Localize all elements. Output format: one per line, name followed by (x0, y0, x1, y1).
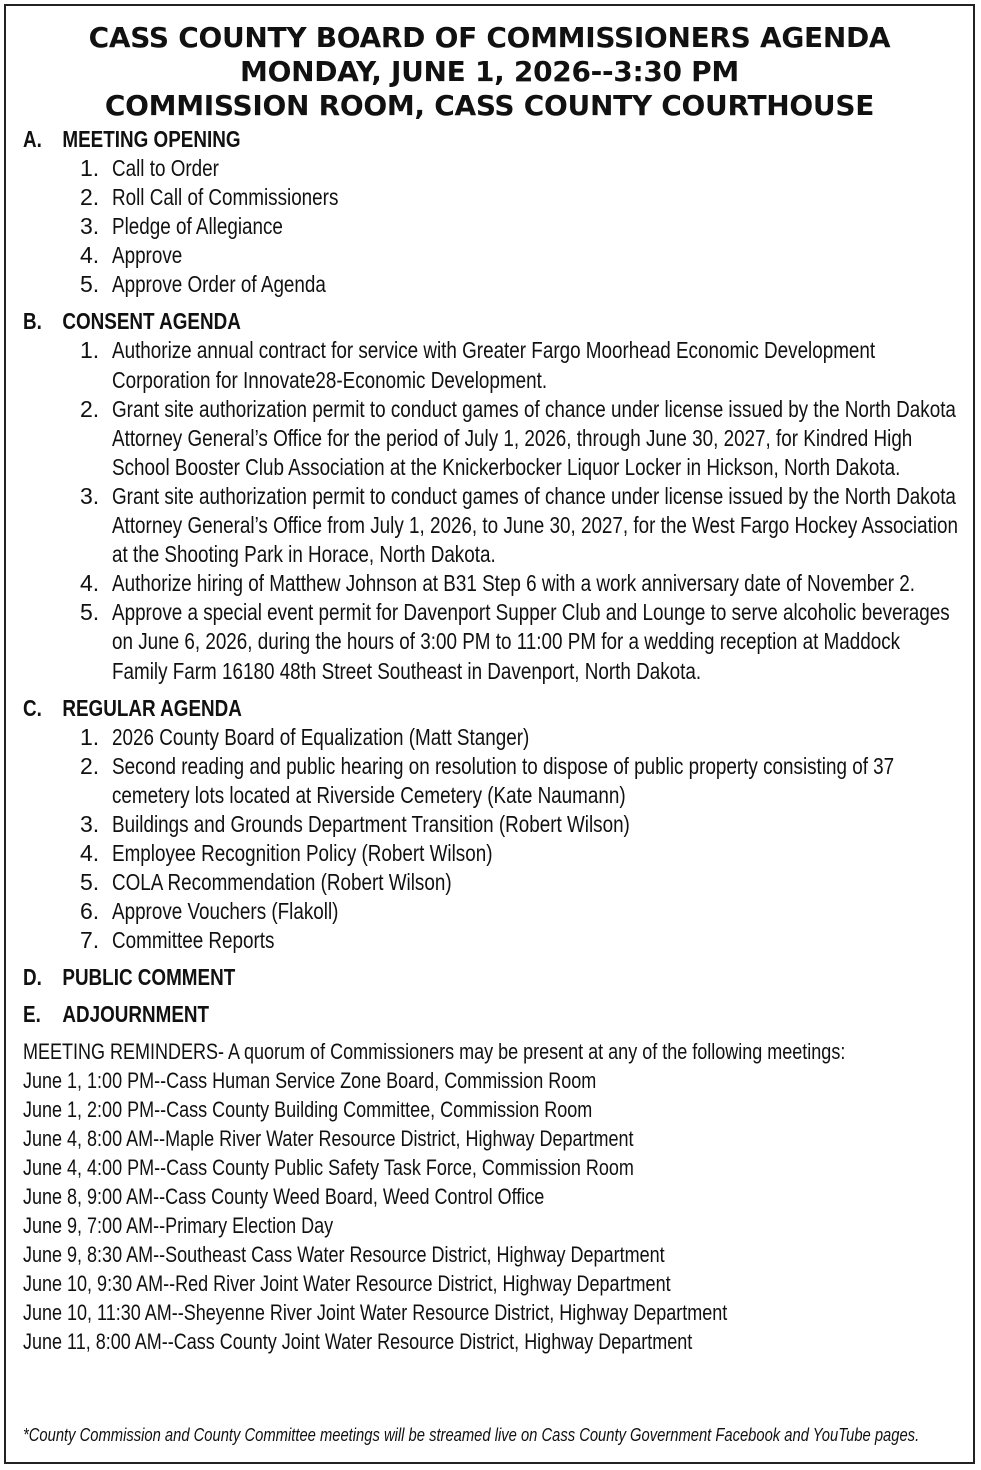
section-letter: A. (23, 126, 42, 152)
item-text: COLA Recommendation (Robert Wilson) (112, 869, 452, 896)
item-number: 1. (80, 723, 100, 750)
agenda-item (23, 868, 973, 897)
section-heading (23, 963, 802, 992)
section-heading (23, 307, 802, 336)
section-title: CONSENT AGENDA (62, 308, 241, 335)
agenda-item (23, 395, 973, 482)
item-text: Roll Call of Commissioners (112, 184, 339, 211)
section-heading (23, 694, 802, 723)
item-number: 5. (80, 271, 100, 298)
reminder-line: June 1, 1:00 PM--Cass Human Service Zone Board, Commission Room (23, 1068, 597, 1094)
item-text: Authorize hiring of Matthew Johnson at B31 Step 6 with a work anniversary date of November 2. (112, 570, 916, 597)
item-number: 7. (80, 927, 100, 954)
agenda-header (6, 21, 973, 123)
item-text: Approve Order of Agenda (112, 271, 326, 298)
item-text: Buildings and Grounds Department Transition (Robert Wilson) (112, 810, 630, 837)
item-text: 2026 County Board of Equalization (Matt Stanger) (112, 723, 530, 750)
reminder-line: June 10, 11:30 AM--Sheyenne River Joint Water Resource District, Highway Department (23, 1300, 728, 1326)
reminder-line: June 4, 8:00 AM--Maple River Water Resource District, Highway Department (23, 1126, 634, 1152)
section-letter: D. (23, 964, 42, 991)
reminders-intro: MEETING REMINDERS- A quorum of Commissioners may be present at any of the following meetings: (23, 1039, 846, 1065)
item-number: 5. (80, 869, 100, 896)
item-number: 1. (80, 337, 100, 364)
item-text: Employee Recognition Policy (Robert Wilson) (112, 839, 493, 866)
streaming-footnote: *County Commission and County Committee meetings will be streamed live on Cass County Government Facebook and YouTube pages. (23, 1425, 920, 1445)
item-number: 6. (80, 898, 100, 925)
agenda-section (6, 1000, 973, 1029)
item-text: Approve a special event permit for Davenport Supper Club and Lounge to serve alcoholic beverages on June 6, 2026, during the hours of 3:00 PM to 11:00 PM for a wedding reception at Maddock Family Farm 16180 48th Street Southeast in Davenport, North Dakota. (112, 599, 950, 684)
item-number: 2. (80, 752, 100, 779)
agenda-section (6, 694, 973, 956)
agenda-item (23, 897, 973, 926)
agenda-item (23, 270, 973, 299)
reminder-line: June 1, 2:00 PM--Cass County Building Committee, Commission Room (23, 1097, 593, 1123)
item-number: 3. (80, 810, 100, 837)
meeting-reminders (6, 1037, 973, 1356)
item-number: 4. (80, 839, 100, 866)
item-number: 2. (80, 184, 100, 211)
item-number: 2. (80, 395, 100, 422)
section-title: REGULAR AGENDA (62, 694, 242, 721)
reminder-line: June 10, 9:30 AM--Red River Joint Water Resource District, Highway Department (23, 1271, 671, 1297)
item-number: 1. (80, 155, 100, 181)
reminder-line: June 9, 8:30 AM--Southeast Cass Water Resource District, Highway Department (23, 1242, 665, 1268)
agenda-item (23, 752, 973, 810)
agenda-item (23, 810, 973, 839)
agenda-sections (6, 125, 973, 1029)
section-title: ADJOURNMENT (62, 1001, 210, 1028)
agenda-item (23, 154, 973, 183)
section-heading (23, 125, 802, 154)
item-text: Approve Vouchers (Flakoll) (112, 898, 339, 925)
section-title: PUBLIC COMMENT (62, 964, 236, 991)
item-number: 4. (80, 570, 100, 597)
item-text: Second reading and public hearing on resolution to dispose of public property consisting of 37 cemetery lots located at Riverside Cemetery (Kate Naumann) (112, 752, 895, 808)
section-item-list (23, 336, 973, 685)
item-text: Grant site authorization permit to conduct games of chance under license issued by the North Dakota Attorney General’s Office from July 1, 2026, to June 30, 2027, for the West Fargo Hockey Association at the Shooting Park in Horace, North Dakota. (112, 482, 959, 568)
agenda-section (6, 125, 973, 299)
item-text: Committee Reports (112, 927, 275, 954)
agenda-item (23, 183, 973, 212)
meeting-location: COMMISSION ROOM, CASS COUNTY COURTHOUSE (104, 89, 875, 122)
section-heading (23, 1000, 802, 1029)
agenda-item (23, 482, 973, 569)
agenda-item (23, 723, 973, 752)
item-text: Authorize annual contract for service with Greater Fargo Moorhead Economic Development Corporation for Innovate28-Economic Development. (112, 337, 876, 393)
agenda-item (23, 336, 973, 394)
section-letter: C. (23, 694, 42, 721)
agenda-section (6, 963, 973, 992)
item-number: 3. (80, 213, 100, 240)
item-text: Call to Order (112, 155, 219, 181)
item-text: Pledge of Allegiance (112, 213, 283, 240)
item-number: 5. (80, 599, 100, 626)
agenda-item (23, 926, 973, 955)
agenda-section (6, 307, 973, 685)
agenda-item (23, 839, 973, 868)
section-letter: E. (23, 1001, 41, 1028)
item-text: Grant site authorization permit to conduct games of chance under license issued by the North Dakota Attorney General’s Office for the period of July 1, 2026, through June 30, 2027, for Kindred High School Booster Club Association at the Knickerbocker Liquor Locker in Hickson, North Dakota. (112, 395, 956, 480)
item-number: 4. (80, 242, 100, 269)
reminder-line: June 8, 9:00 AM--Cass County Weed Board, Weed Control Office (23, 1184, 545, 1210)
reminder-line: June 11, 8:00 AM--Cass County Joint Water Resource District, Highway Department (23, 1329, 693, 1355)
reminder-line: June 4, 4:00 PM--Cass County Public Safety Task Force, Commission Room (23, 1155, 634, 1181)
reminder-line: June 9, 7:00 AM--Primary Election Day (23, 1213, 334, 1239)
agenda-item (23, 598, 973, 685)
section-item-list (23, 154, 973, 299)
item-number: 3. (80, 482, 100, 509)
agenda-item (23, 212, 973, 241)
section-item-list (23, 723, 973, 956)
item-text: Approve (112, 242, 183, 269)
meeting-date: MONDAY, JUNE 1, 2026--3:30 PM (240, 55, 739, 88)
section-title: MEETING OPENING (62, 126, 241, 152)
agenda-item (23, 241, 973, 270)
agenda-title: CASS COUNTY BOARD OF COMMISSIONERS AGENDA (88, 21, 891, 54)
section-letter: B. (23, 308, 42, 335)
agenda-page (4, 4, 975, 1464)
agenda-item (23, 569, 973, 598)
